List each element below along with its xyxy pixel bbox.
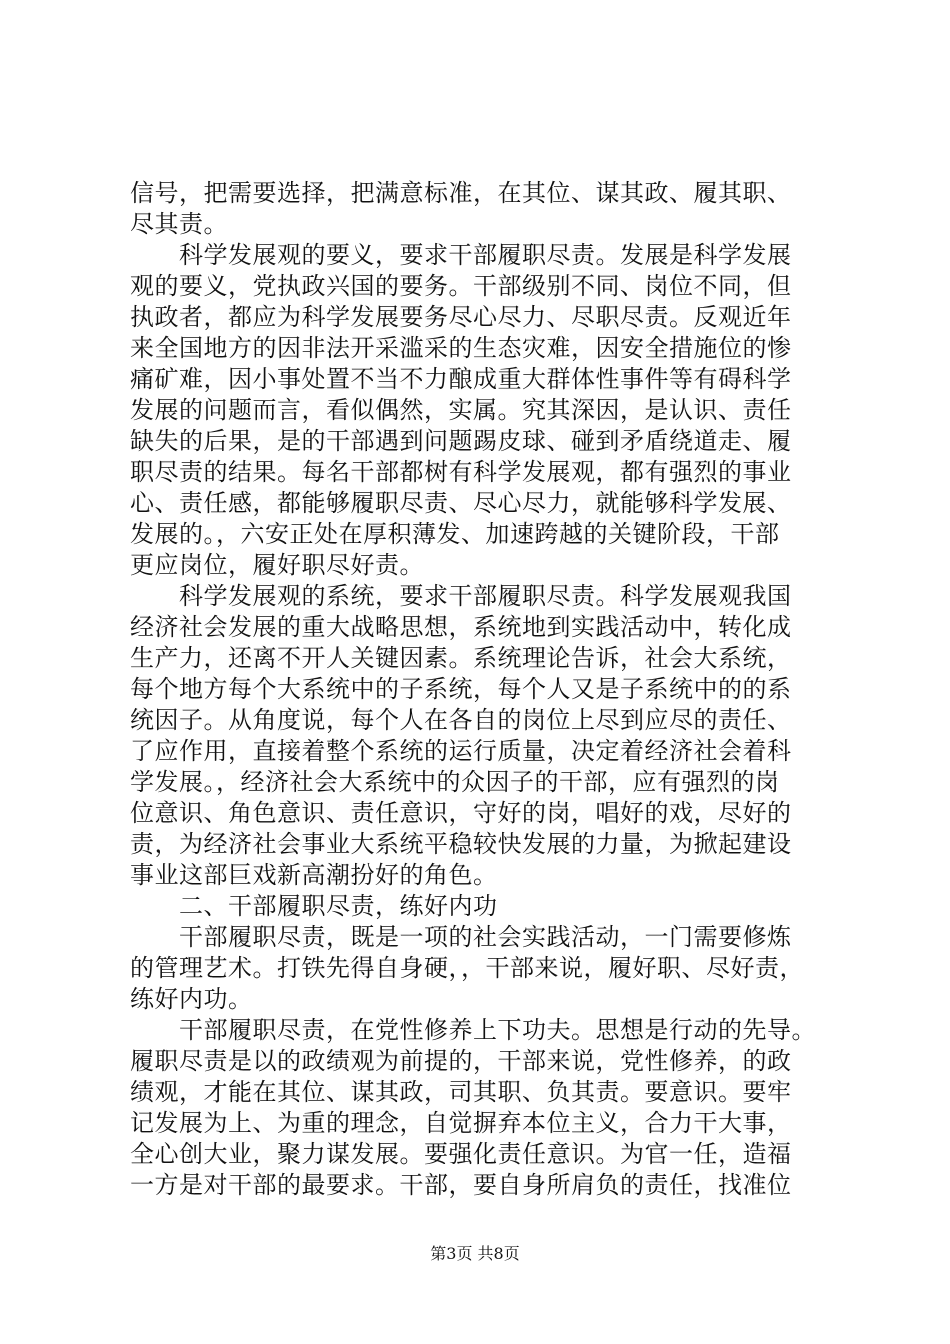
- text-line: 缺失的后果，是的干部遇到问题踢皮球、碰到矛盾绕道走、履: [130, 427, 792, 455]
- text-line: 观的要义，党执政兴国的要务。干部级别不同、岗位不同，但: [130, 272, 792, 300]
- text-line: 更应岗位，履好职尽好责。: [130, 551, 424, 579]
- text-line: 尽其责。: [130, 210, 228, 238]
- text-line: 科学发展观的系统，要求干部履职尽责。科学发展观我国: [130, 582, 792, 610]
- text-line: 一方是对干部的最要求。干部，要自身所肩负的责任，找准位: [130, 1171, 792, 1199]
- text-line: 全心创大业，聚力谋发展。要强化责任意识。为官一任，造福: [130, 1140, 792, 1168]
- text-line: 执政者，都应为科学发展要务尽心尽力、尽职尽责。反观近年: [130, 303, 792, 331]
- text-line: 记发展为上、为重的理念，自觉摒弃本位主义，合力干大事，: [130, 1109, 792, 1137]
- text-line: 生产力，还离不开人关键因素。系统理论告诉，社会大系统，: [130, 644, 792, 672]
- text-line: 经济社会发展的重大战略思想，系统地到实践活动中，转化成: [130, 613, 792, 641]
- text-line: 履职尽责是以的政绩观为前提的，干部来说，党性修养，的政: [130, 1047, 792, 1075]
- text-line: 职尽责的结果。每名干部都树有科学发展观，都有强烈的事业: [130, 458, 792, 486]
- text-line: 发展的问题而言，看似偶然，实属。究其深因，是认识、责任: [130, 396, 792, 424]
- text-line: 科学发展观的要义，要求干部履职尽责。发展是科学发展: [130, 241, 792, 269]
- text-line: 位意识、角色意识、责任意识，守好的岗，唱好的戏，尽好的: [130, 799, 792, 827]
- text-line: 痛矿难，因小事处置不当不力酿成重大群体性事件等有碍科学: [130, 365, 792, 393]
- text-line: 信号，把需要选择，把满意标准，在其位、谋其政、履其职、: [130, 179, 792, 207]
- page-number-footer: 第3页 共8页: [430, 1244, 520, 1263]
- text-line: 学发展。，经济社会大系统中的众因子的干部，应有强烈的岗: [130, 768, 780, 796]
- text-line: 了应作用，直接着整个系统的运行质量，决定着经济社会着科: [130, 737, 792, 765]
- text-line: 绩观，才能在其位、谋其政，司其职、负其责。要意识。要牢: [130, 1078, 792, 1106]
- text-line: 的管理艺术。打铁先得自身硬，，干部来说，履好职、尽好责，: [130, 954, 804, 982]
- text-line: 练好内功。: [130, 985, 253, 1013]
- text-line: 每个地方每个大系统中的子系统，每个人又是子系统中的的系: [130, 675, 792, 703]
- text-line: 发展的。，六安正处在厚积薄发、加速跨越的关键阶段，干部: [130, 520, 780, 548]
- section-heading: 二、干部履职尽责，练好内功: [130, 892, 498, 920]
- text-line: 来全国地方的因非法开采滥采的生态灾难，因安全措施位的惨: [130, 334, 792, 362]
- text-line: 责，为经济社会事业大系统平稳较快发展的力量，为掀起建设: [130, 830, 792, 858]
- text-line: 统因子。从角度说，每个人在各自的岗位上尽到应尽的责任、: [130, 706, 792, 734]
- text-line: 心、责任感，都能够履职尽责、尽心尽力，就能够科学发展、: [130, 489, 792, 517]
- text-line: 事业这部巨戏新高潮扮好的角色。: [130, 861, 498, 889]
- text-line: 干部履职尽责，既是一项的社会实践活动，一门需要修炼: [130, 923, 792, 951]
- text-line: 干部履职尽责，在党性修养上下功夫。思想是行动的先导。: [130, 1016, 816, 1044]
